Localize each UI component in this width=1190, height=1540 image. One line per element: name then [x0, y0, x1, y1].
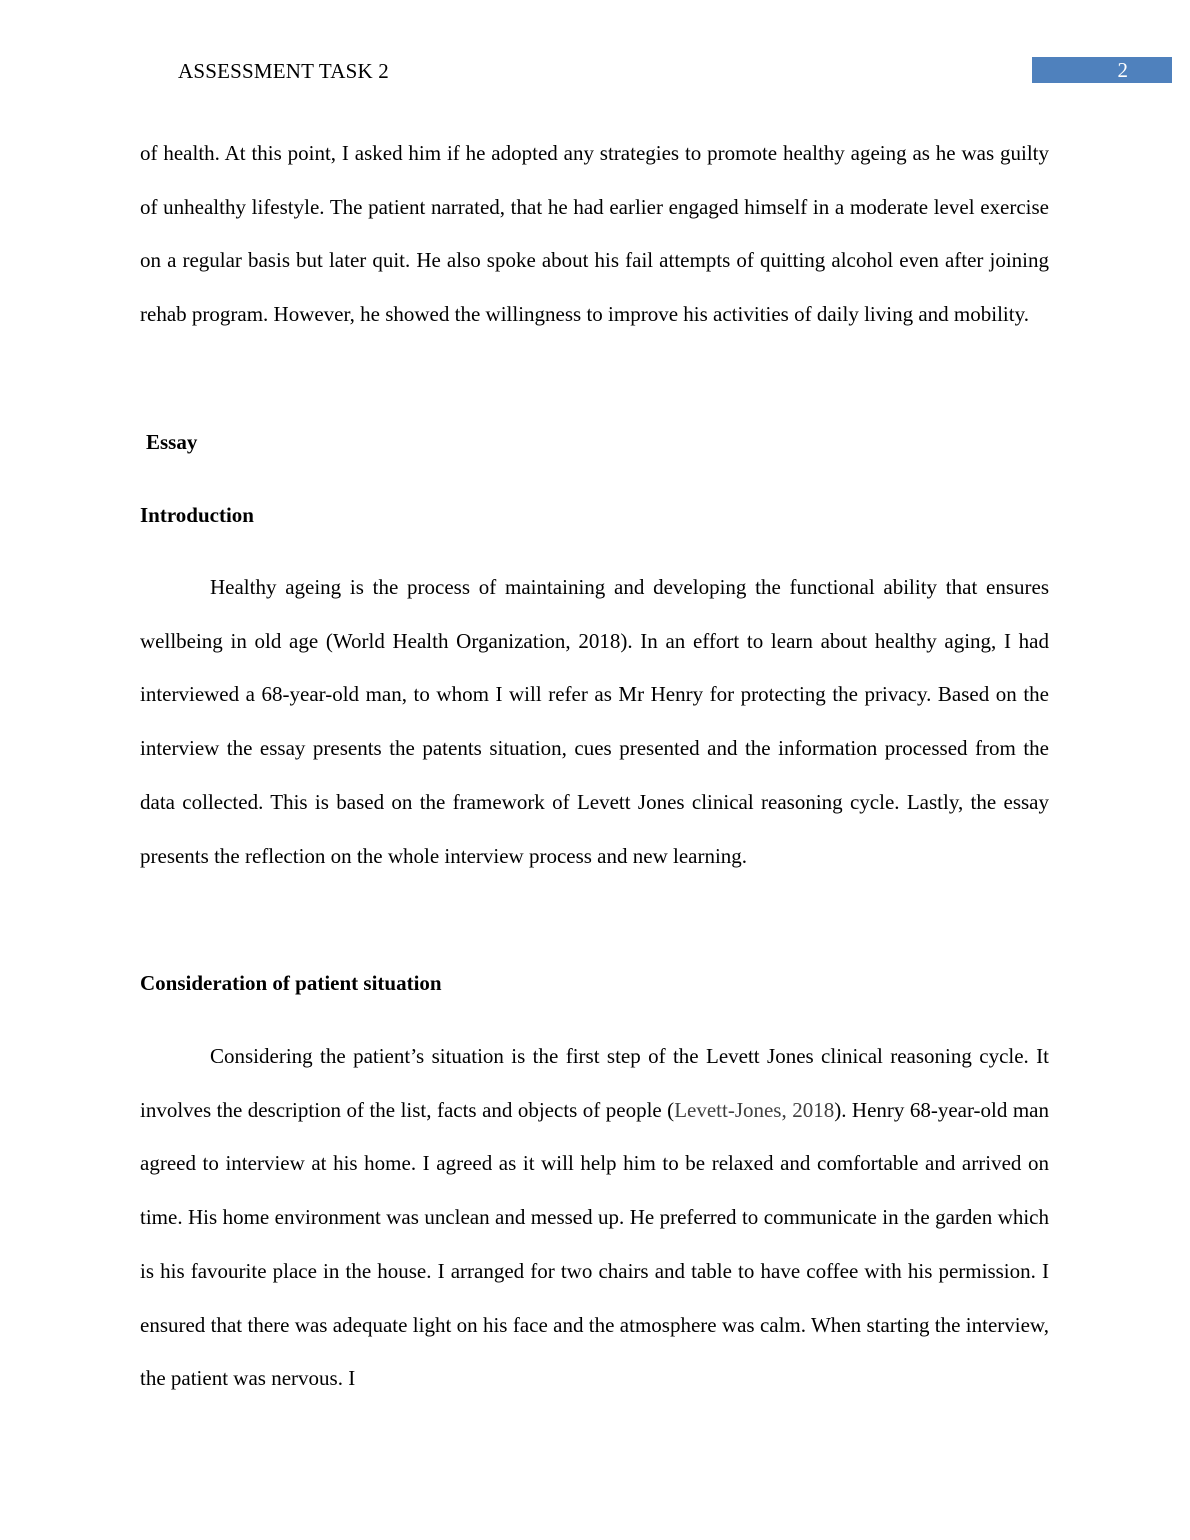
consideration-heading: Consideration of patient situation: [140, 971, 442, 995]
page-number-badge: 2: [1032, 57, 1172, 83]
citation-levett-jones: Levett-Jones, 2018: [674, 1097, 835, 1122]
consideration-text-before: Considering the patient’s situation is the first step of the Levett Jones clinical reasoning cycle. It involves the description of the list, facts and objects of people (: [140, 1044, 1049, 1122]
paragraph-continuation: of health. At this point, I asked him if he adopted any strategies to promote healthy ageing as he was guilty of unhealthy lifestyle. The patient narrated, that he had earlier engaged himself in a moderate level exercise on a regular basis but later quit. He also spoke about his fail attempts of quitting alcohol even after joining rehab program. However, he showed the willingness to improve his activities of daily living and mobility.: [140, 141, 1049, 327]
introduction-paragraph: Healthy ageing is the process of maintaining and developing the functional ability that ensures wellbeing in old age (World Health Organization, 2018). In an effort to learn about healthy aging, I had interviewed a 68-year-old man, to whom I will refer as Mr Henry for protecting the privacy. Based on the interview the essay presents the patents situation, cues presented and the information processed from the data collected. This is based on the framework of Levett Jones clinical reasoning cycle. Lastly, the essay presents the reflection on the whole interview process and new learning.: [140, 575, 1049, 868]
running-header-title: ASSESSMENT TASK 2: [178, 59, 390, 83]
introduction-heading: Introduction: [140, 503, 254, 527]
consideration-text-after: ). Henry 68-year-old man agreed to interview at his home. I agreed as it will help him to be relaxed and comfortable and arrived on time. His home environment was unclean and messed up. He preferred to communicate in the garden which is his favourite place in the house. I arranged for two chairs and table to have coffee with his permission. I ensured that there was adequate light on his face and the atmosphere was calm. When starting the interview, the patient was nervous. I: [140, 1097, 1049, 1391]
essay-heading: Essay: [146, 430, 198, 454]
consideration-paragraph: [140, 1030, 1049, 1406]
